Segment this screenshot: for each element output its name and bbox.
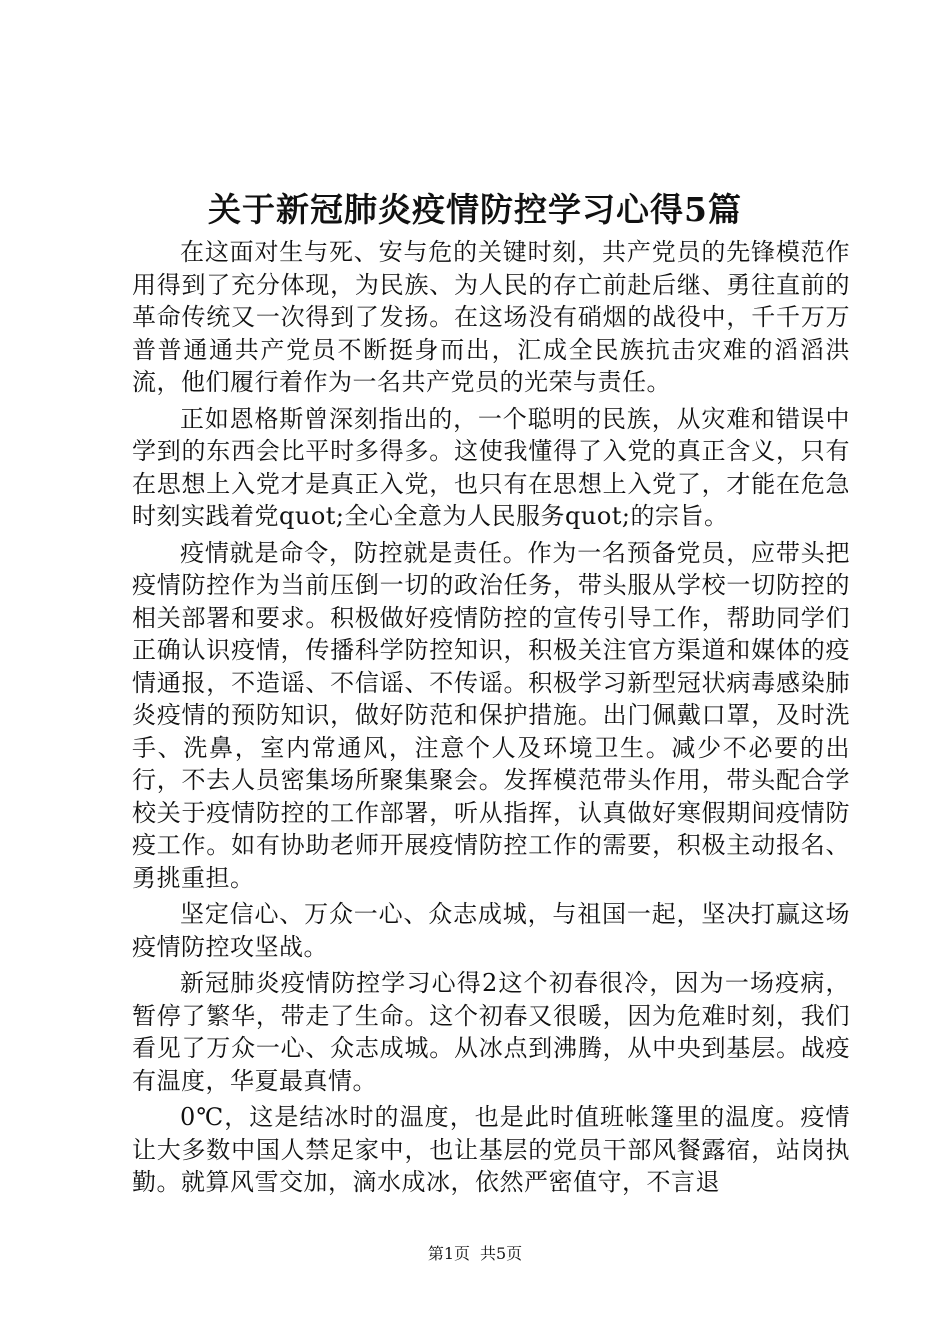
paragraph: 正如恩格斯曾深刻指出的，一个聪明的民族，从灾难和错误中学到的东西会比平时多得多。这使我懂得了入党的真正含义，只有在思想上入党才是真正入党，也只有在思想上入党了，才能在危急时刻实践着党quot;全心全意为人民服务quot;的宗旨。 [132, 404, 850, 530]
document-body [132, 236, 850, 1198]
paragraph: 坚定信心、万众一心、众志成城，与祖国一起，坚决打赢这场疫情防控攻坚战。 [132, 900, 850, 961]
page-footer [0, 1244, 950, 1264]
paragraph: 在这面对生与死、安与危的关键时刻，共产党员的先锋模范作用得到了充分体现，为民族、为人民的存亡前赴后继、勇往直前的革命传统又一次得到了发扬。在这场没有硝烟的战役中，千千万万普普通通共产党员不断挺身而出，汇成全民族抗击灾难的滔滔洪流，他们履行着作为一名共产党员的光荣与责任。 [132, 238, 850, 396]
page-number: 第1页 [427, 1244, 470, 1263]
paragraph: 新冠肺炎疫情防控学习心得2这个初春很冷，因为一场疫病，暂停了繁华，带走了生命。这个初春又很暖，因为危难时刻，我们看见了万众一心、众志成城。从冰点到沸腾，从中央到基层。战疫有温度，华夏最真情。 [132, 969, 850, 1095]
paragraph: 0℃，这是结冰时的温度，也是此时值班帐篷里的温度。疫情让大多数中国人禁足家中，也让基层的党员干部风餐露宿，站岗执勤。就算风雪交加，滴水成冰，依然严密值守，不言退 [132, 1103, 850, 1196]
paragraph: 疫情就是命令，防控就是责任。作为一名预备党员，应带头把疫情防控作为当前压倒一切的政治任务，带头服从学校一切防控的相关部署和要求。积极做好疫情防控的宣传引导工作，帮助同学们正确认识疫情，传播科学防控知识，积极关注官方渠道和媒体的疫情通报，不造谣、不信谣、不传谣。积极学习新型冠状病毒感染肺炎疫情的预防知识，做好防范和保护措施。出门佩戴口罩，及时洗手、洗鼻，室内常通风，注意个人及环境卫生。减少不必要的出行，不去人员密集场所聚集聚会。发挥模范带头作用，带头配合学校关于疫情防控的工作部署，听从指挥，认真做好寒假期间疫情防疫工作。如有协助老师开展疫情防控工作的需要，积极主动报名、勇挑重担。 [132, 538, 850, 892]
page-total: 共5页 [480, 1244, 523, 1263]
document-title: 关于新冠肺炎疫情防控学习心得5篇 [208, 190, 742, 229]
